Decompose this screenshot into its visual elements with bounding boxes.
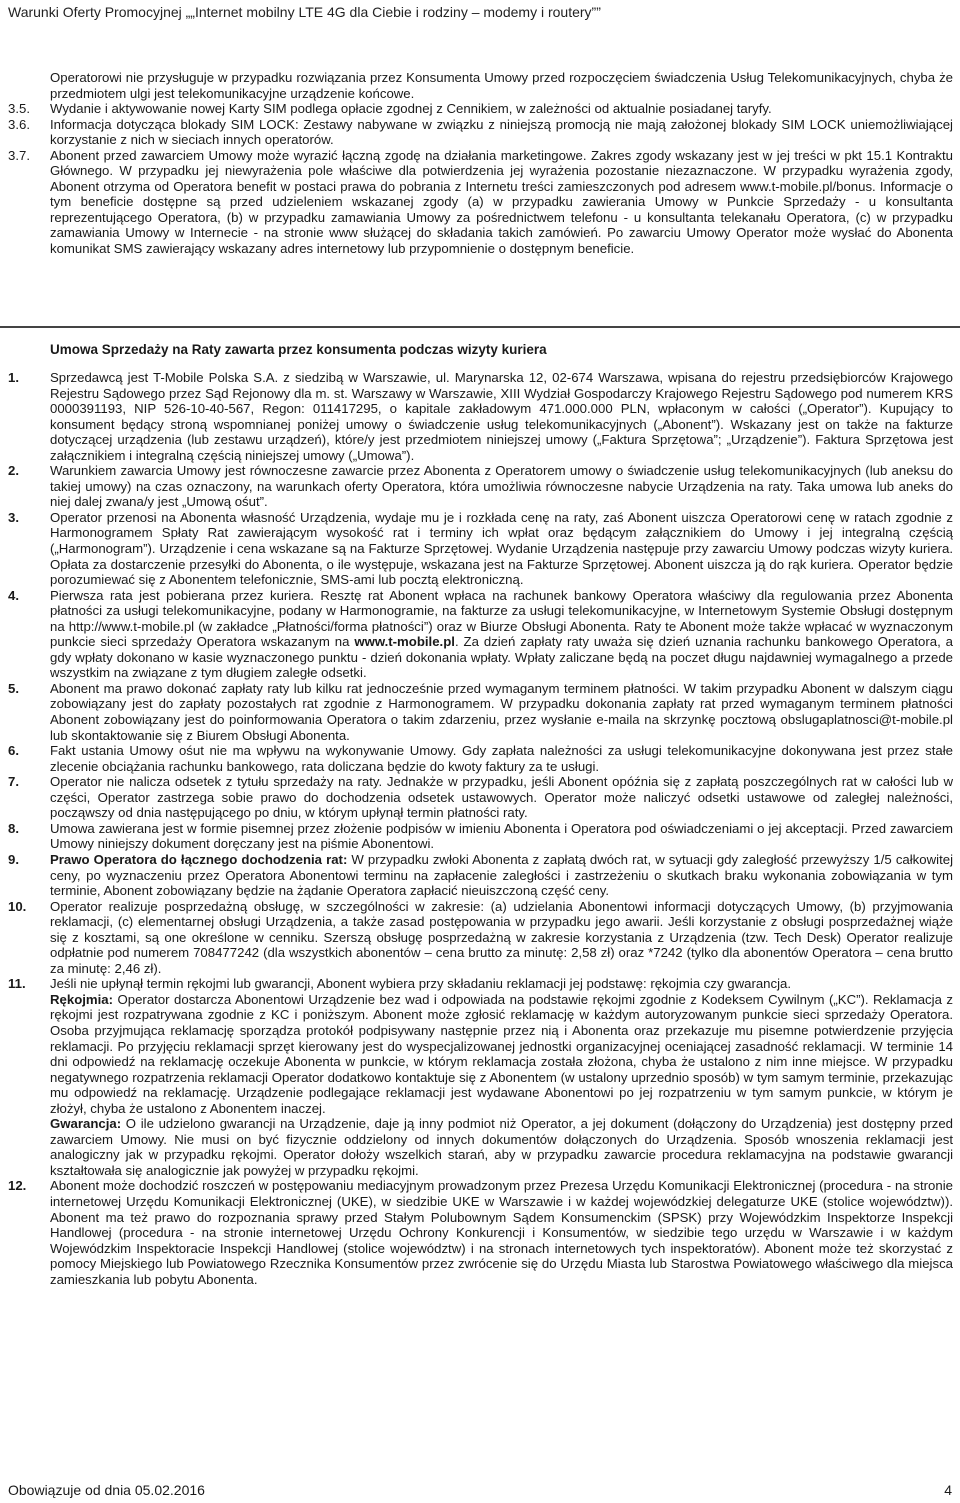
item-text: Abonent może dochodzić roszczeń w postępowaniu mediacyjnym prowadzonym przez Prezesa Urzędu Komunikacji Elektronicznej (procedura - na stronie internetowej Urzędu Komunikacji Elektronicznej (UKE), w siedzibie UKE w Warszawie i w każdej wojewódzkiej delegaturze UKE (stolice województw)). Abonent ma też prawo do rozpoznania sprawy przed Stałym Polubownym Sądem Konsumenckim (SPSK) przy Wojewódzkim Inspektorze Inspekcji Handlowej (procedura - na stronie internetowej Urzędu Ochrony Konkurencji i Konsumentów, w siedzibie tego urzędu w Warszawie i w każdym Wojewódzkim Inspektoracie Inspekcji Handlowej (stolice województw) i na stronach internetowych tych inspektoratów). Abonent może też skorzystać z pomocy Miejskiego lub Powiatowego Rzecznika Konsumentów przez zwrócenie się do Urzędu Miasta lub Starostwa Powiatowego właściwego dla miejsca zamieszkania lub pobytu Abonenta. (50, 1178, 953, 1287)
list-item (8, 510, 953, 588)
list-item (8, 463, 953, 510)
warranty-rekojmia (50, 992, 953, 1116)
website-link[interactable]: www.t-mobile.pl (354, 634, 455, 650)
list-item (8, 588, 953, 681)
subtext-gwarancja: O ile udzielono gwarancji na Urządzenie, daje ją inny podmiot niż Operator, a jej dokument (dołączony do Urządzenia) jest dostępny przed zawarciem Umowy. Nie musi on być fizycznie oddzielony od innych dokumentów dołączonych do Urządzenia. Sposób wnoszenia reklamacji jest analogiczny jak w przypadku rękojmi. Operator dołoży wszelkich starań, aby w przypadku zawarcie procedura reklamacyjna na podstawie gwarancji kształtowała się analogicznie jak powyżej w przypadku rękojmi. (50, 1116, 953, 1178)
footer-page-number: 4 (944, 1482, 952, 1498)
document-header-title: Warunki Oferty Promocyjnej „„Internet mobilny LTE 4G dla Ciebie i rodziny – modemy i routery”” (8, 4, 601, 20)
item-text: Umowa zawierana jest w formie pisemnej przez złożenie podpisów w imieniu Abonenta i Operatora pod oświadczeniami o jej akceptacji. Przed zawarciem Umowy niniejszy dokument doręczany jest na piśmie Abonentowi. (50, 820, 953, 852)
item-text: Sprzedawcą jest T-Mobile Polska S.A. z siedzibą w Warszawie, ul. Marynarska 12, 02-674 Warszawa, wpisana do rejestru przedsiębiorców Krajowego Rejestru Sądowego przez Sąd Rejonowy dla m. st. Warszawy w Warszawie, XIII Wydział Gospodarczy Krajowego Rejestru Sądowego pod numerem KRS 0000391193, NIP 526-10-40-567, Regon: 011417295, o kapitale zakładowym 471.000.000 PLN, wpłaconym w całości („Operator”). Kupujący to konsument będący stroną wspomnianej poniżej umowy o świadczenie usług telekomunikacyjnych („Abonent”). Wskazany jest on także na fakturze dotyczącej urządzenia (lub zestawu urządzeń), które/y jest przedmiotem niniejszej umowy („Faktura Sprzętowa”; „Urządzenie”). Faktura Sprzętowa jest załącznikiem i integralną częścią niniejszej umowy („Umowa”). (50, 370, 953, 463)
paragraph-intro (8, 70, 953, 101)
paragraph-number: 3.5. (8, 101, 30, 116)
list-item (8, 821, 953, 852)
subheading-gwarancja: Gwarancja: (50, 1116, 122, 1132)
paragraph-text: Wydanie i aktywowanie nowej Karty SIM podlega opłacie zgodnej z Cennikiem, w zależności od aktualnie posiadanej taryfy. (50, 101, 772, 116)
paragraph-3-6 (8, 117, 953, 148)
paragraph-text: Abonent przed zawarciem Umowy może wyrazić łączną zgodę na działania marketingowe. Zakres zgody wskazany jest w jej treści w pkt 15.1 Kontraktu Głównego. W przypadku jej niewyrażenia pole właściwe dla potwierdzenia jej wyrażenia pozostanie niezaznaczone. W przypadku wyrażenia zgody, Abonent otrzyma od Operatora benefit w postaci prawa do pobrania z Internetu treści zamieszczonych pod adresem www.t-mobile.pl/bonus. Informacje o tym beneficie dostępne są przed udzieleniem wskazanej zgody (a) w przypadku zawierania Umowy w Punkcie Sprzedaży - u konsultanta reprezentującego Operatora, (b) w przypadku zamawiania Umowy za pośrednictwem telefonu - u konsultanta telekanału Operatora, (c) w przypadku zamawiania Umowy w Internecie - na stronie www służącej do składania takich zamówień. Po zawarciu Umowy Operator może wysłać do Abonenta komunikat SMS zawierający wskazany adres internetowy lub przypomnienie o dostępnym beneficie. (50, 147, 953, 256)
item-number: 5. (8, 680, 19, 696)
item-number: 3. (8, 509, 19, 525)
item-number: 1. (8, 370, 19, 385)
warranty-gwarancja (50, 1116, 953, 1178)
subtext-rekojmia: Operator dostarcza Abonentowi Urządzenie bez wad i odpowiada na podstawie rękojmi zgodnie z Kodeksem Cywilnym („KC”). Reklamacja z rękojmi jest rozpatrywana zgodnie z KC i poniższym. Abonent może zgłosić reklamację w każdym autoryzowanym punkcie sieci sprzedaży Operatora. Osoba przyjmująca reklamację sporządza protokół podpisywany następnie przez nią i Abonenta oraz przekazuje mu pisemne potwierdzenie przyjęcia reklamacji. Po przyjęciu reklamacji sprzęt kierowany jest do wyspecjalizowanej jednostki organizacyjnej oceniającej zasadność reklamacji. W terminie 14 dni odpowiedź na reklamację oczekuje Abonenta w punkcie, w którym reklamacja została złożona, chyba że ustalono z nim inne miejsce. W przypadku negatywnego rozpatrzenia reklamacji Operator dodatkowo kontaktuje się z Abonentem (w ustalony uprzednio sposób) w tym samym terminie, przekazując mu odpowiedź na reklamację. Urządzenie podlegające reklamacji jest wydawane Abonentowi po jej rozpatrzeniu w tym samym punkcie, w którym je złożył, chyba że ustalono z Abonentem inaczej. (50, 991, 953, 1116)
item-text: Fakt ustania Umowy ośut nie ma wpływu na wykonywanie Umowy. Gdy zapłata należności za usługi telekomunikacyjne dokonywana jest przez stałe zlecenie obciążania rachunku bankowego, rata doliczana będzie do kwoty faktury za te usługi. (50, 743, 953, 774)
item-number: 2. (8, 463, 19, 479)
list-item (8, 976, 953, 1178)
section-title: Umowa Sprzedaży na Raty zawarta przez konsumenta podczas wizyty kuriera (50, 342, 547, 357)
item-text: Operator nie nalicza odsetek z tytułu sprzedaży na raty. Jednakże w przypadku, jeśli Abonent opóźnia się z zapłatą poszczególnych rat w całości lub w części, Operator zastrzega sobie prawo do dochodzenia odsetek ustawowych. Operator może naliczyć odsetki ustawowe od zaległej należności, począwszy od dnia następującego po dniu, w którym upłynął termin płatności raty. (50, 774, 953, 821)
paragraph-text: Informacja dotycząca blokady SIM LOCK: Zestawy nabywane w związku z niniejszą promocją nie mają założonej blokady SIM LOCK uniemożliwiającej korzystanie z nich w sieciach innych operatorów. (50, 116, 953, 147)
item-number: 4. (8, 587, 19, 603)
list-item (8, 774, 953, 821)
item-number: 11. (8, 976, 26, 992)
list-item (8, 1178, 953, 1287)
item-number: 7. (8, 774, 19, 790)
item-number: 10. (8, 898, 27, 914)
list-item (8, 681, 953, 743)
item-text: Operator realizuje posprzedażną obsługę, w szczególności w zakresie: (a) udzielania Abonentowi informacji dotyczących Umowy, (b) przyjmowania reklamacji, (c) elementarnej obsługi Urządzenia, a także zasad postępowania w przypadku jego awarii. Jeśli korzystanie z obsługi posprzedażnej wiąże się z kosztami, są one określone w cenniku. Szerszą obsługę posprzedażną w zakresie korzystania z Urządzenia (tzw. Tech Desk) Operator realizuje odpłatnie pod numerem 708477242 (dla wszystkich abonentów – cena brutto za minutę: 2,58 zł) oraz *7242 (tylko dla abonentów Operatora – cena brutto za minutę: 2,46 zł). (50, 898, 953, 976)
item-text: Jeśli nie upłynął termin rękojmi lub gwarancji, Abonent wybiera przy składaniu reklamacji jej podstawę: rękojmia czy gwarancja. (50, 976, 792, 992)
list-item (8, 852, 953, 899)
item-number: 9. (8, 851, 19, 867)
paragraph-3-5 (8, 101, 953, 117)
paragraph-text: Operatorowi nie przysługuje w przypadku rozwiązania przez Konsumenta Umowy przed rozpoczęciem świadczenia Usług Telekomunikacyjnych, chyba że przedmiotem ulgi jest telekomunikacyjne urządzenie końcowe. (50, 70, 953, 101)
item-number: 8. (8, 820, 19, 836)
list-item (8, 899, 953, 977)
list-item (8, 370, 953, 463)
item-text: Warunkiem zawarcia Umowy jest równoczesne zawarcie przez Abonenta z Operatorem umowy o świadczenie usług telekomunikacyjnych (lub aneksu do takiej umowy) na czas oznaczony, na warunkach oferty Operatora, która umożliwia równoczesne nabycie Urządzenia na raty. Taka umowa lub aneks do niej dalej zwana/y jest „Umową ośut”. (50, 463, 953, 510)
item-text: Pierwsza rata jest pobierana przez kuriera. Resztę rat Abonent wpłaca na rachunek bankowy Operatora właściwy dla regulowania przez Abonenta płatności za usługi telekomunikacyjne, podany w Harmonogramie, na fakturze za usługi telekomunikacyjne, w Internetowym Systemie Obsługi dostępnym na http://www.t-mobile.pl (w zakładce „Płatności/forma płatności”) oraz w Biurze Obsługi Abonenta. Raty te Abonent może także wpłacać w wyznaczonym punkcie sieci sprzedaży Operatora wskazanym na (50, 587, 953, 650)
item-text: Operator przenosi na Abonenta własność Urządzenia, wydaje mu je i rozkłada cenę na raty, zaś Abonent uiszcza Operatorowi cenę w ratach zgodnie z Harmonogramem Spłaty Rat zawierającym wysokość rat i terminy ich wpłat oraz będącym załącznikiem do Umowy i jej integralną częścią („Harmonogram”). Urządzenie i cena wskazane są na Fakturze Sprzętowej. Wydanie Urządzenia następuje przy zawarciu Umowy podczas wizyty kuriera. Opłata za dostarczenie przesyłki do Abonenta, o ile występuje, wskazana jest na Fakturze Sprzętowej. Abonent uiszcza ją do rąk kuriera. Operator będzie porozumiewać się z Abonentem telefonicznie, SMS-ami lub pocztą elektroniczną. (50, 509, 953, 588)
top-section (8, 70, 953, 256)
section-divider (0, 326, 960, 328)
item-number: 12. (8, 1178, 27, 1194)
item-text: W przypadku zwłoki Abonenta z zapłatą dwóch rat, w sytuacji gdy zaległość przewyższy 1/5 całkowitej ceny, po wyznaczeniu przez Operatora Abonentowi terminu na zapłacenie zaległości i zastrzeżeniu o skutkach braku wykonania zobowiązania w tym terminie, Abonent zobowiązany będzie na żądanie Operatora zapłacić nieuiszczoną część ceny. (50, 851, 953, 899)
paragraph-number: 3.7. (8, 147, 30, 163)
item-text-continued: . Za dzień zapłaty raty uważa się dzień uznania rachunku bankowego Operatora, a gdy wpłaty dokonano w kasie wyznaczonego punktu - dzień dokonania wpłaty. Wpłaty zaliczane będą na poczet długu najdawniej wymagalnego a przede wszystkim na związane z tym długiem zaległe odsetki. (50, 634, 953, 681)
list-item (8, 743, 953, 774)
paragraph-number: 3.6. (8, 116, 30, 132)
subheading-rekojmia: Rękojmia: (50, 991, 114, 1007)
numbered-list (8, 370, 953, 1287)
footer-effective-date: Obowiązuje od dnia 05.02.2016 (8, 1482, 205, 1498)
item-heading: Prawo Operatora do łącznego dochodzenia rat: (50, 851, 348, 867)
paragraph-3-7 (8, 148, 953, 257)
item-text: Abonent ma prawo dokonać zapłaty raty lub kilku rat jednocześnie przed wymaganym terminem płatności. W takim przypadku Abonent w dalszym ciągu zobowiązany jest do zapłaty pozostałych rat zgodnie z Harmonogramem. W przypadku dokonania zapłaty rat przed wymaganym terminem płatności Abonent zobowiązany jest do poinformowania Operatora o takim zdarzeniu, przez wysłanie e-maila na skrzynkę pocztową obslugaplatnosci@t-mobile.pl lub skontaktowanie się z Biurem Obsługi Abonenta. (50, 680, 953, 743)
item-number: 6. (8, 743, 19, 759)
